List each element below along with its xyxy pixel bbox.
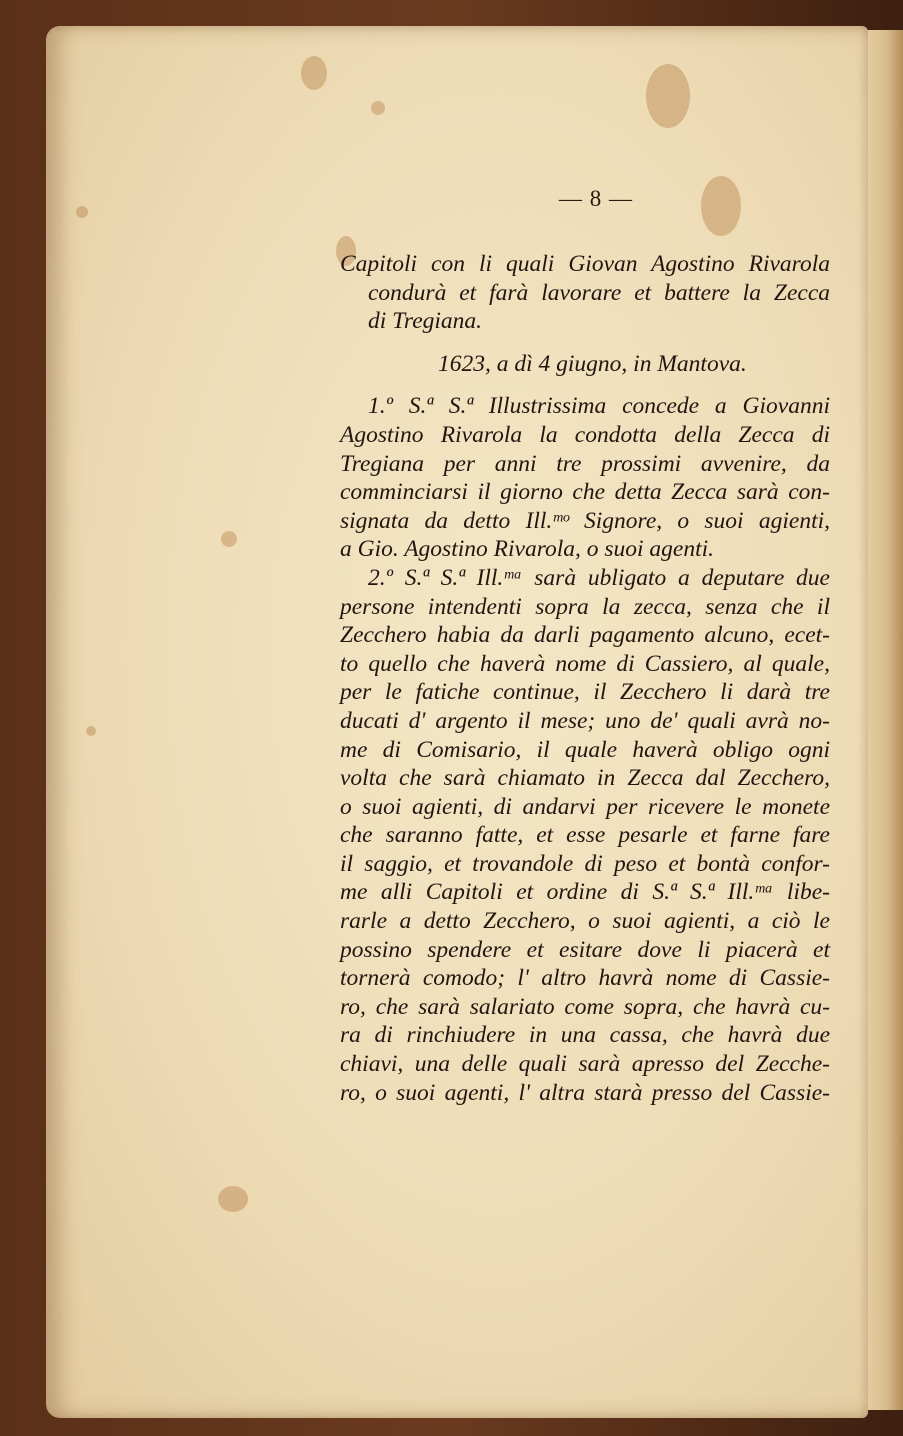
article-1-line: a Gio. Agostino Rivarola, o suoi agenti. [340, 536, 715, 563]
foxing-spot [221, 531, 237, 547]
foxing-spot [701, 176, 741, 236]
article-2-line: ro, o suoi agenti, l' altra starà presso del Cassie- [340, 1079, 830, 1106]
foxing-spot [371, 101, 385, 115]
foxing-spot [76, 206, 88, 218]
article-2-line: il saggio, et trovandole di peso et bontà confor- [340, 850, 830, 877]
article-2-line: to quello che haverà nome di Cassiero, al quale, [340, 650, 830, 677]
article-1-line: signata da detto Ill.ᵐᵒ Signore, o suoi agienti, [340, 507, 830, 534]
article-2-line: me alli Capitoli et ordine di S.ª S.ª Ill.ᵐᵃ libe- [340, 879, 830, 906]
article-1-line: Agostino Rivarola la condotta della Zecca di [340, 421, 830, 448]
page-number: — 8 — [559, 186, 633, 211]
right-page-edge [862, 30, 903, 1410]
article-2-line: persone intendenti sopra la zecca, senza che il [340, 593, 830, 620]
heading-line: condurà et farà lavorare et battere la Zecca [368, 279, 830, 306]
foxing-spot [86, 726, 96, 736]
article-1-line: Tregiana per anni tre prossimi avvenire, da [340, 450, 830, 477]
book-page [46, 26, 868, 1418]
article-2-line: o suoi agienti, di andarvi per ricevere le monete [340, 793, 830, 820]
heading-line: di Tregiana. [368, 308, 483, 335]
article-2-line: che saranno fatte, et esse pesarle et farne fare [340, 822, 830, 849]
text-block [340, 250, 830, 1107]
article-2-line: ducati d' argento il mese; uno de' quali avrà no- [340, 707, 830, 734]
article-1-line: 1.º S.ª S.ª Illustrissima concede a Giovanni [368, 393, 830, 420]
article-2-line: 2.º S.ª S.ª Ill.ᵐᵃ sarà ubligato a deputare due [368, 564, 830, 591]
article-2-line: tornerà comodo; l' altro havrà nome di Cassie- [340, 965, 830, 992]
article-2-line: volta che sarà chiamato in Zecca dal Zecchero, [340, 765, 830, 792]
heading-line: Capitoli con li quali Giovan Agostino Rivarola [340, 251, 830, 277]
foxing-spot [301, 56, 327, 90]
article-2-line: Zecchero habia da darli pagamento alcuno, ecet- [340, 622, 830, 649]
article-2-line: possino spendere et esitare dove li piacerà et [340, 936, 830, 963]
foxing-spot [646, 64, 690, 128]
article-2-line: ra di rinchiudere in una cassa, che havrà due [340, 1022, 830, 1049]
article-1-line: comminciarsi il giorno che detta Zecca sarà con- [340, 479, 830, 506]
article-2-line: rarle a detto Zecchero, o suoi agienti, a ciò le [340, 908, 830, 935]
foxing-spot [218, 1186, 248, 1212]
article-2-line: per le fatiche continue, il Zecchero li darà tre [340, 679, 830, 706]
article-2-line: ro, che sarà salariato come sopra, che havrà cu- [340, 993, 830, 1020]
article-2-line: me di Comisario, il quale haverà obligo ogni [340, 736, 830, 763]
date-line: 1623, a dì 4 giugno, in Mantova. [438, 350, 747, 377]
article-2-line: chiavi, una delle quali sarà apresso del Zecche- [340, 1051, 830, 1078]
